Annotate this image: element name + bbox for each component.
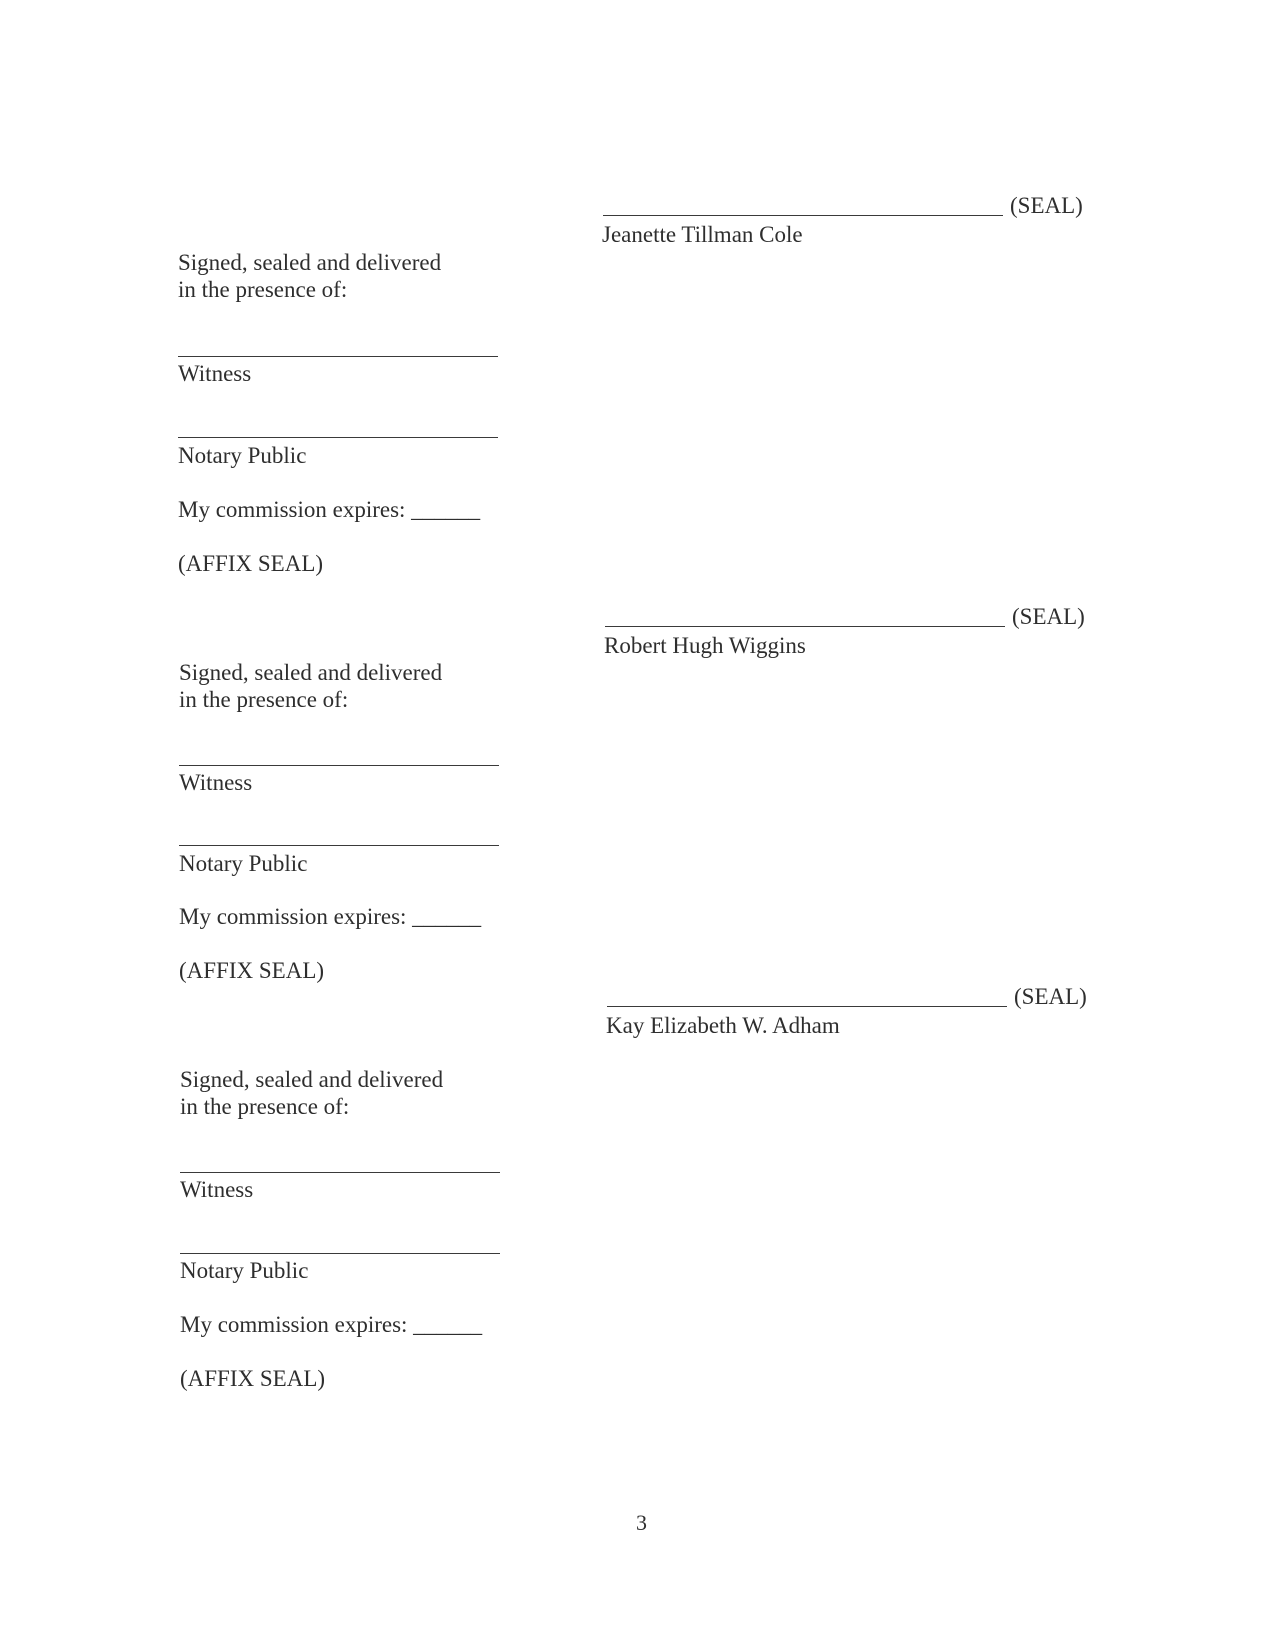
notary-signature-line[interactable] <box>178 437 498 438</box>
signature-line[interactable] <box>605 626 1005 627</box>
signer-name: Jeanette Tillman Cole <box>602 222 803 247</box>
signer-name: Robert Hugh Wiggins <box>604 633 806 658</box>
presence-text-line2: in the presence of: <box>178 277 348 302</box>
commission-expires: My commission expires: ______ <box>180 1312 483 1337</box>
notary-label: Notary Public <box>179 851 308 876</box>
affix-seal-label: (AFFIX SEAL) <box>179 958 325 983</box>
signature-line[interactable] <box>603 215 1003 216</box>
notary-signature-line[interactable] <box>179 845 499 846</box>
presence-text-line2: in the presence of: <box>180 1094 350 1119</box>
page-number: 3 <box>636 1510 647 1535</box>
presence-text-line1: Signed, sealed and delivered <box>178 250 442 275</box>
presence-text-line1: Signed, sealed and delivered <box>180 1067 444 1092</box>
commission-expires: My commission expires: ______ <box>178 497 481 522</box>
seal-label: (SEAL) <box>1010 193 1083 218</box>
affix-seal-label: (AFFIX SEAL) <box>178 551 324 576</box>
presence-text-line1: Signed, sealed and delivered <box>179 660 443 685</box>
witness-signature-line[interactable] <box>179 765 499 766</box>
witness-label: Witness <box>178 361 252 386</box>
witness-signature-line[interactable] <box>180 1172 500 1173</box>
seal-label: (SEAL) <box>1012 604 1085 629</box>
witness-signature-line[interactable] <box>178 356 498 357</box>
signature-line[interactable] <box>607 1006 1007 1007</box>
notary-label: Notary Public <box>180 1258 309 1283</box>
affix-seal-label: (AFFIX SEAL) <box>180 1366 326 1391</box>
witness-label: Witness <box>179 770 253 795</box>
commission-expires: My commission expires: ______ <box>179 904 482 929</box>
seal-label: (SEAL) <box>1014 984 1087 1009</box>
presence-text-line2: in the presence of: <box>179 687 349 712</box>
witness-label: Witness <box>180 1177 254 1202</box>
signer-name: Kay Elizabeth W. Adham <box>606 1013 840 1038</box>
notary-signature-line[interactable] <box>180 1253 500 1254</box>
notary-label: Notary Public <box>178 443 307 468</box>
